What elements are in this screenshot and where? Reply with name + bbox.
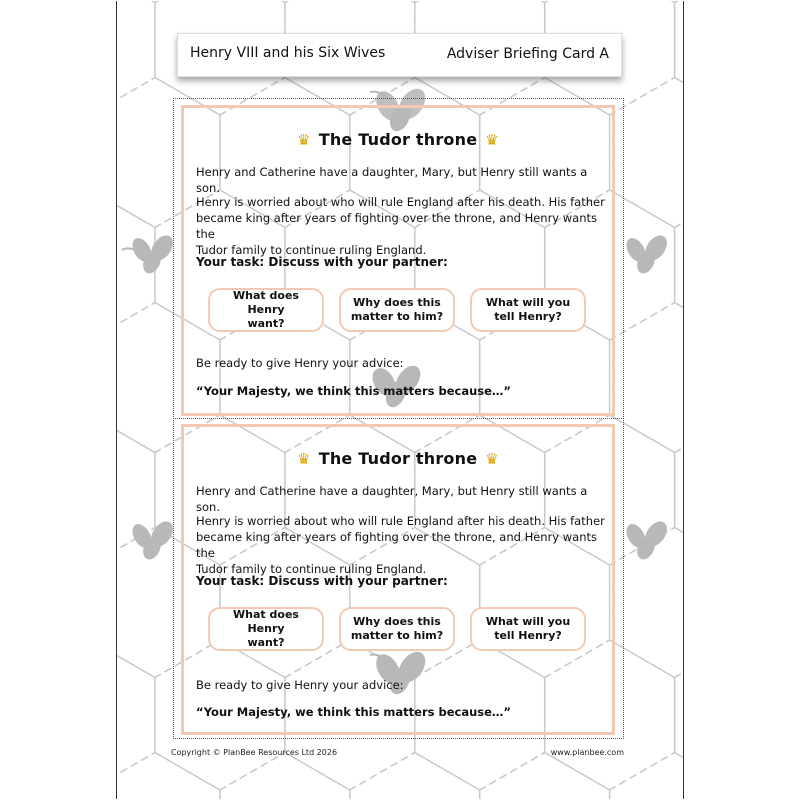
hexagon-outline [610,78,740,228]
context-text: Henry is worried about who will rule England after his death. His father became king after years of fighting over the throne, and Henry wants the Tudor family to continue ruling England. [196,195,605,257]
question-box: What does Henry want? [208,288,324,332]
context-text: Henry is worried about who will rule England after his death. His father became king after years of fighting over the throne, and Henry wants the Tudor family to continue ruling England. [196,514,605,576]
crown-icon: ♛ [485,450,499,468]
hexagon-outline [0,0,25,115]
worksheet-title: Henry VIII and his Six Wives [190,45,386,61]
briefing-card [181,424,615,735]
hexagon-outline [675,190,800,340]
intro-text: Henry and Catherine have a daughter, Mary, but Henry still wants a son. [196,165,588,195]
hexagon-outline [610,753,740,800]
hexagon-outline [0,640,25,790]
hexagon-outline [0,753,90,800]
hexagon-outline [0,78,90,228]
card-label: Adviser Briefing Card A [446,46,609,62]
question-box: Why does this matter to him? [339,288,455,332]
hexagon-outline [740,753,800,800]
ready-text: Be ready to give Henry your advice: [196,356,404,370]
hexagon-outline [740,0,800,3]
question-box: What will you tell Henry? [470,607,586,651]
copyright-text: Copyright © PlanBee Resources Ltd 2026 [171,748,338,757]
hexagon-outline [0,303,90,453]
card-title: ♛ The Tudor throne ♛ [297,130,499,149]
advice-quote: “Your Majesty, we think this matters because…” [196,384,511,398]
cut-line-divider [173,418,624,419]
hexagon-outline [675,415,800,565]
bee-icon [118,518,178,568]
question-box: What does Henry want? [208,607,324,651]
task-heading: Your task: Discuss with your partner: [196,255,448,269]
hexagon-outline [0,528,90,678]
hexagon-outline [675,640,800,790]
task-heading: Your task: Discuss with your partner: [196,574,448,588]
hexagon-outline [25,0,155,115]
question-box: Why does this matter to him? [339,607,455,651]
hexagon-outline [0,190,25,340]
hexagon-outline [90,753,220,800]
hexagon-outline [740,303,800,453]
hexagon-outline [740,78,800,228]
hexagon-outline [0,415,25,565]
hexagon-outline [610,303,740,453]
question-box: What will you tell Henry? [470,288,586,332]
crown-icon: ♛ [297,450,311,468]
card-title: ♛ The Tudor throne ♛ [297,449,499,468]
advice-quote: “Your Majesty, we think this matters because…” [196,705,511,719]
hexagon-outline [25,640,155,790]
crown-icon: ♛ [485,131,499,149]
hexagon-outline [675,0,800,115]
hexagon-outline [220,753,350,800]
header-banner [177,33,622,77]
hexagon-outline [350,753,480,800]
intro-text: Henry and Catherine have a daughter, Mary, but Henry still wants a son. [196,484,588,514]
briefing-card [181,105,615,416]
hexagon-outline [0,0,90,3]
hexagon-outline [740,528,800,678]
bee-icon [118,232,178,282]
ready-text: Be ready to give Henry your advice: [196,678,404,692]
crown-icon: ♛ [297,131,311,149]
website-link: www.planbee.com [550,748,624,757]
hexagon-outline [480,753,610,800]
